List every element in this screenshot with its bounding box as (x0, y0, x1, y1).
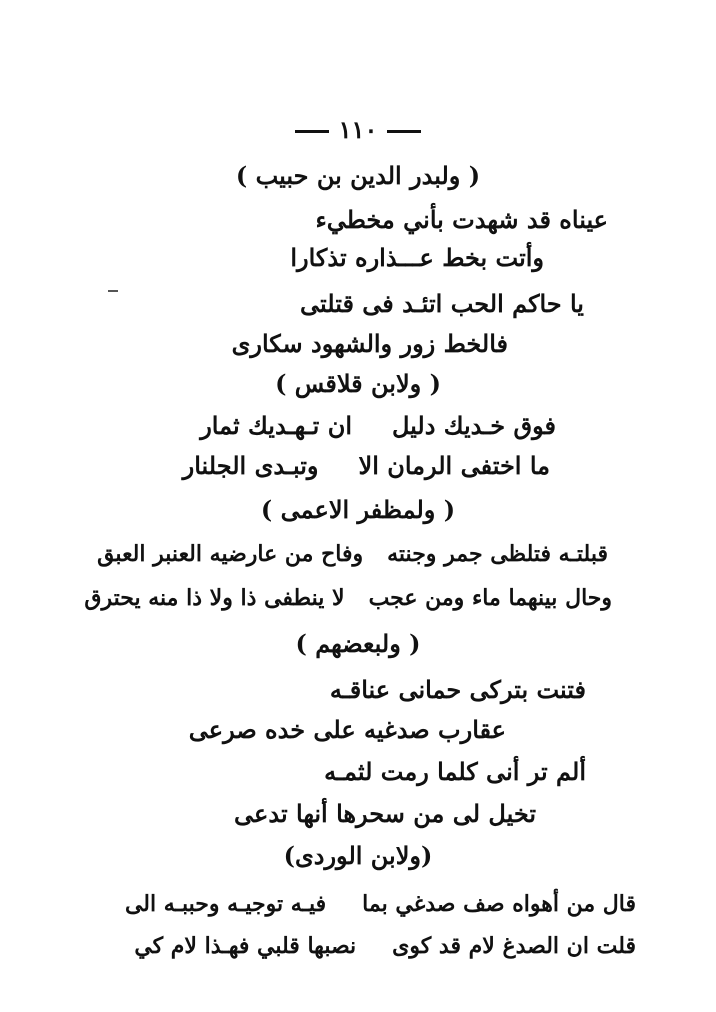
couplet-line (134, 930, 636, 962)
couplet-line (97, 538, 608, 570)
verse-line: فالخط زور والشهود سكارى (231, 329, 508, 358)
poet-heading: ( ولمظفر الاعمى ) (260, 495, 456, 524)
couplet-line (84, 582, 612, 614)
couplet-line (200, 410, 556, 442)
hemistich-right: قبلتـه فتلظى جمر وجنته (387, 541, 608, 567)
hemistich-left: فيـه توجيـه وحببـه الى (124, 891, 327, 917)
couplet-line (125, 888, 636, 920)
hemistich-left: ان تـهـديك ثمار (200, 411, 352, 440)
hemistich-right: قلت ان الصدغ لام قد كوى (392, 933, 636, 959)
hemistich-right: فوق خـديك دليل (392, 411, 556, 440)
dash-right (387, 130, 421, 133)
hemistich-left: لا ينطفى ذا ولا ذا منه يحترق (84, 585, 345, 611)
verse-line: يا حاكم الحب اتئـد فى قتلتى (300, 289, 584, 318)
dash-left (295, 130, 329, 133)
ink-speck (108, 290, 118, 292)
verse-line: فتنت بتركى حمانى عناقـه (329, 675, 586, 704)
hemistich-left: نصبها قلبي فهـذا لام كي (134, 933, 357, 959)
verse-line: تخيل لى من سحرها أنها تدعى (234, 799, 536, 828)
hemistich-left: وتبـدى الجلنار (182, 451, 319, 480)
poet-heading: ( ولابن قلاقس ) (275, 369, 441, 398)
poet-heading: (ولابن الوردى) (283, 841, 433, 870)
hemistich-right: وحال بينهما ماء ومن عجب (368, 585, 612, 611)
page-number: ١١٠ (338, 115, 378, 144)
poet-heading: ( ولبعضهم ) (295, 629, 421, 658)
verse-line: ألم تر أنى كلما رمت لثمـه (324, 757, 586, 786)
verse-line: عقارب صدغيه على خده صرعى (188, 715, 506, 744)
poet-heading: ( ولبدر الدين بن حبيب ) (235, 161, 481, 190)
hemistich-right: قال من أهواه صف صدغي بما (362, 891, 636, 917)
hemistich-left: وفاح من عارضيه العنبر العبق (97, 541, 364, 567)
verse-line: وأتت بخط عـــذاره تذكارا (290, 243, 544, 272)
hemistich-right: ما اختفى الرمان الا (358, 451, 550, 480)
page-number-line (0, 114, 716, 146)
couplet-line (183, 450, 550, 482)
verse-line: عيناه قد شهدت بأني مخطيء (315, 205, 608, 234)
